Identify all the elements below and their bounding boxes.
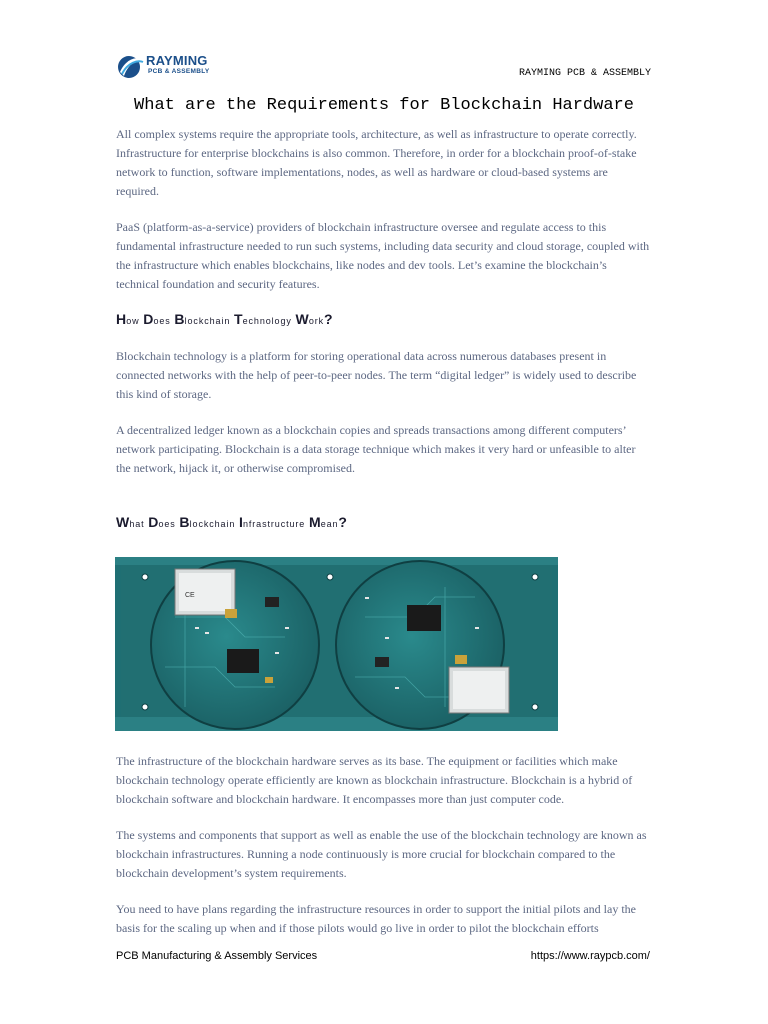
- heading-word-initial: B: [174, 311, 185, 327]
- heading-word-rest: ork: [308, 316, 325, 326]
- footer-services: PCB Manufacturing & Assembly Services: [116, 950, 318, 962]
- section-heading-blockchain-infrastructure: What Does Blockchain Infrastructure Mean?: [116, 514, 348, 530]
- heading-word-initial: T: [233, 311, 243, 327]
- paragraph-infrastructure-base: The infrastructure of the blockchain hardware serves as its base. The equipment or facilities which make blockchain technology operate efficiently are known as blockchain infrastructure. Blockchain is a hybrid of blockchain software and blockchain hardware. It encompasses more than just computer code.: [116, 754, 633, 806]
- pcb-board-photo: [115, 557, 558, 731]
- logo-name: RAYMING: [146, 53, 208, 68]
- heading-word-rest: ow: [126, 316, 140, 326]
- heading-word-initial: I: [238, 514, 243, 530]
- logo-subtitle: PCB & ASSEMBLY: [148, 68, 210, 75]
- paragraph-blockchain-technology: Blockchain technology is a platform for storing operational data across numerous databases present in connected networks with the help of peer-to-peer nodes. The term “digital ledger” is widely used to describe this kind of storage.: [116, 349, 637, 401]
- heading-word-rest: hat: [129, 519, 145, 529]
- pcb-board-image: [115, 557, 558, 731]
- heading-word-initial: H: [116, 311, 127, 327]
- heading-word-rest: oes: [153, 316, 171, 326]
- svg-text:CE: CE: [185, 592, 195, 599]
- footer-website-link[interactable]: https://www.raypcb.com/: [530, 950, 650, 962]
- paragraph-decentralized-ledger: A decentralized ledger known as a blockchain copies and spreads transactions among different computers’ network participating. Blockchain is a data storage technique which makes it very hard or unfeasible to alter the network, hijack it, or otherwise compromised.: [116, 423, 636, 475]
- paragraph-intro: All complex systems require the appropriate tools, architecture, as well as infrastructure to operate correctly. Infrastructure for enterprise blockchains is also common. Therefore, in order for a blockchain proof-of-stake network to function, software implementations, nodes, as well as hardware or cloud-based systems are required.: [116, 127, 637, 198]
- heading-word-initial: D: [148, 514, 159, 530]
- header-company-name: RAYMING PCB & ASSEMBLY: [518, 68, 651, 79]
- heading-word-rest: nfrastructure: [242, 519, 306, 529]
- heading-word-initial: M: [308, 514, 321, 530]
- section-heading-how-blockchain-works: How Does Blockchain Technology Work?: [116, 311, 333, 327]
- heading-word-initial: W: [116, 514, 130, 530]
- heading-word-rest: echnology: [242, 316, 292, 326]
- rayming-logo-icon: [116, 52, 146, 82]
- paragraph-infrastructure-components: The systems and components that support as well as enable the use of the blockchain technology are known as blockchain infrastructures. Running a node continuously is more crucial for blockchain compared to the blockchain development’s system requirements.: [116, 828, 647, 880]
- heading-word-initial: W: [295, 311, 309, 327]
- rayming-logo: [116, 52, 226, 82]
- heading-word-rest: ean: [320, 519, 339, 529]
- document-title: What are the Requirements for Blockchain Hardware: [134, 96, 634, 115]
- paragraph-infrastructure-plans: You need to have plans regarding the infrastructure resources in order to support the initial pilots and lay the basis for the scaling up when and if those pilots would go live in order to pilot the blockchain efforts: [116, 902, 636, 935]
- heading-word-initial: B: [179, 514, 190, 530]
- heading-word-rest: oes: [158, 519, 176, 529]
- heading-word-rest: lockchain: [184, 316, 231, 326]
- heading-word-initial: D: [143, 311, 154, 327]
- heading-word-rest: lockchain: [189, 519, 236, 529]
- paragraph-paas: PaaS (platform-as-a-service) providers of blockchain infrastructure oversee and regulate access to this fundamental infrastructure needed to run such systems, including data security and cloud storage, coupled with the infrastructure which enables blockchains, like nodes and dev tools. Let’s examine the blockchain’s technical foundation and security features.: [116, 220, 650, 291]
